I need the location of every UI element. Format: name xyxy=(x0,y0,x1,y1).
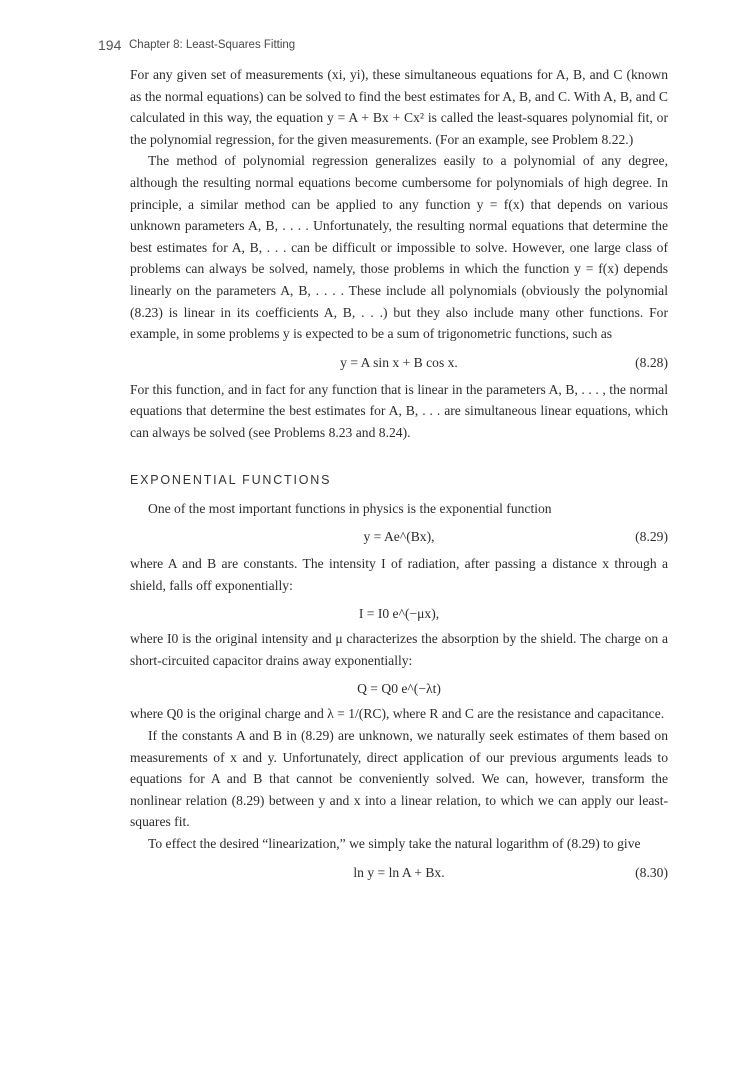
paragraph-capacitor: where Q0 is the original charge and λ = 1/(RC), where R and C are the resistance and capacitance. xyxy=(130,706,665,722)
equation-8-29-expression: y = Ae^(Bx), xyxy=(363,529,435,545)
equation-8-28 xyxy=(130,349,668,375)
paragraph-linear-parameters: For this function, and in fact for any function that is linear in the parameters A, B, . . . , the normal equations that determine the best estimates for A, B, . . . are simultaneous linear equations, which can always be solved (see Problems 8.23 and 8.24). xyxy=(130,381,668,440)
equation-8-28-expression: y = A sin x + B cos x. xyxy=(340,354,458,370)
paragraph-normal-equations: For any given set of measurements (xi, yi), these simultaneous equations for A, B, and C (known as the normal equations) can be solved to find the best estimates for A, B, and C. With A, B, and C calculated in this way, the equation y = A + Bx + Cx² is called the least-squares polynomial fit, or the polynomial regression, for the given measurements. (For an example, see Problem 8.22.) xyxy=(130,67,668,147)
section-heading: EXPONENTIAL FUNCTIONS xyxy=(130,472,332,487)
equation-charge-expression: Q = Q0 e^(−λt) xyxy=(357,681,441,697)
running-title: Chapter 8: Least-Squares Fitting xyxy=(129,39,296,51)
paragraph-linearization: To effect the desired “linearization,” we simply take the natural logarithm of (8.29) to give xyxy=(148,836,641,852)
equation-8-29-number: (8.29) xyxy=(635,529,668,545)
equation-charge xyxy=(130,675,668,699)
equation-8-29 xyxy=(130,523,668,549)
equation-8-30 xyxy=(130,859,668,887)
page-number: 194 xyxy=(98,37,122,53)
paragraph-exponential-intro: One of the most important functions in physics is the exponential function xyxy=(148,500,552,516)
equation-intensity xyxy=(130,600,668,624)
equation-8-30-number: (8.30) xyxy=(635,864,668,880)
paragraph-unknown-constants: If the constants A and B in (8.29) are unknown, we naturally seek estimates of them based on measurements of x and y. Unfortunately, direct application of our previous arguments leads to equations for A and B that cannot be conveniently solved. We can, however, transform the nonlinear relation (8.29) between y and x into a linear relation, to which we can apply our least-squares fit. xyxy=(130,728,668,830)
running-header xyxy=(98,37,658,57)
equation-8-30-expression: ln y = ln A + Bx. xyxy=(353,864,445,880)
paragraph-polynomial-regression: The method of polynomial regression generalizes easily to a polynomial of any degree, although the resulting normal equations become cumbersome for polynomials of high degree. In principle, a similar method can be applied to any function y = f(x) that depends on various unknown parameters A, B, . . . . Unfortunately, the resulting normal equations that determine the best estimates for A, B, . . . can be difficult or impossible to solve. However, one large class of problems can always be solved, namely, those problems in which the function y = f(x) depends linearly on the parameters A, B, . . . . These include all polynomials (obviously the polynomial (8.23) is linear in its coefficients A, B, . . .) but they also include many other functions. For example, in some problems y is expected to be a sum of trigonometric functions, such as xyxy=(130,153,668,342)
equation-intensity-expression: I = I0 e^(−μx), xyxy=(358,606,440,622)
page-body xyxy=(130,64,668,891)
paragraph-radiation-intensity: where A and B are constants. The intensity I of radiation, after passing a distance x through a shield, falls off exponentially: xyxy=(130,556,668,593)
paragraph-absorption: where I0 is the original intensity and μ characterizes the absorption by the shield. The charge on a short-circuited capacitor drains away exponentially: xyxy=(130,631,668,668)
equation-8-28-number: (8.28) xyxy=(635,354,668,370)
